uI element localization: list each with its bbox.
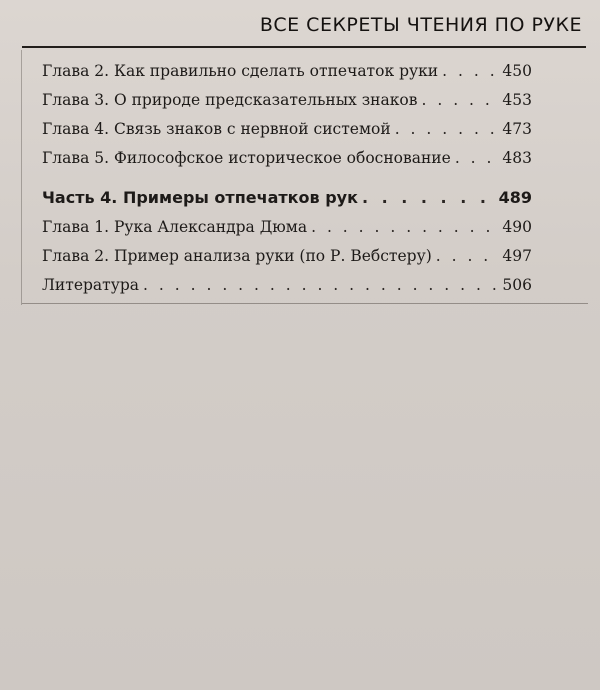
toc-entry-page: 453 bbox=[502, 91, 532, 109]
toc-entry-page: 490 bbox=[502, 218, 532, 236]
toc-entry bbox=[42, 149, 532, 178]
dot-leader bbox=[311, 218, 496, 236]
toc-entry bbox=[42, 62, 532, 91]
table-of-contents bbox=[42, 62, 532, 305]
toc-entry-title: Глава 4. Связь знаков с нервной системой bbox=[42, 120, 391, 138]
page-fold-line bbox=[22, 303, 588, 304]
toc-entry-title: Глава 5. Философское историческое обоснование bbox=[42, 149, 451, 167]
toc-entry-page: 497 bbox=[502, 247, 532, 265]
toc-part-title: Часть 4. Примеры отпечатков рук bbox=[42, 188, 358, 207]
toc-part-page: 489 bbox=[498, 188, 532, 207]
toc-entry-title: Глава 2. Пример анализа руки (по Р. Вебстеру) bbox=[42, 247, 432, 265]
dot-leader bbox=[436, 247, 496, 265]
toc-entry-title: Глава 3. О природе предсказательных знаков bbox=[42, 91, 418, 109]
toc-entry-title: Глава 2. Как правильно сделать отпечаток руки bbox=[42, 62, 439, 80]
toc-entry-title: Глава 1. Рука Александра Дюма bbox=[42, 218, 308, 236]
header-rule bbox=[22, 46, 586, 48]
dot-leader bbox=[455, 149, 496, 167]
toc-entry bbox=[42, 218, 532, 247]
toc-entry-page: 506 bbox=[502, 276, 532, 294]
dot-leader bbox=[143, 276, 496, 294]
toc-entry bbox=[42, 120, 532, 149]
bleed-through-text bbox=[230, 0, 234, 13]
toc-entry-page: 483 bbox=[502, 149, 532, 167]
toc-part-heading bbox=[42, 188, 532, 218]
dot-leader bbox=[362, 188, 493, 207]
bleed-through-block bbox=[60, 400, 530, 416]
toc-entry bbox=[42, 91, 532, 120]
bleed-through-block bbox=[60, 462, 530, 478]
toc-entry-title: Литература bbox=[42, 276, 140, 294]
dot-leader bbox=[395, 120, 496, 138]
bleed-through-block bbox=[60, 330, 530, 346]
page-edge bbox=[21, 50, 22, 305]
toc-entry-page: 473 bbox=[502, 120, 532, 138]
dot-leader bbox=[442, 62, 496, 80]
toc-entry bbox=[42, 247, 532, 276]
toc-entry-page: 450 bbox=[502, 62, 532, 80]
dot-leader bbox=[422, 91, 497, 109]
toc-entry bbox=[42, 276, 532, 305]
running-header: ВСЕ СЕКРЕТЫ ЧТЕНИЯ ПО РУКЕ bbox=[259, 14, 582, 36]
bleed-through-block bbox=[60, 570, 530, 586]
